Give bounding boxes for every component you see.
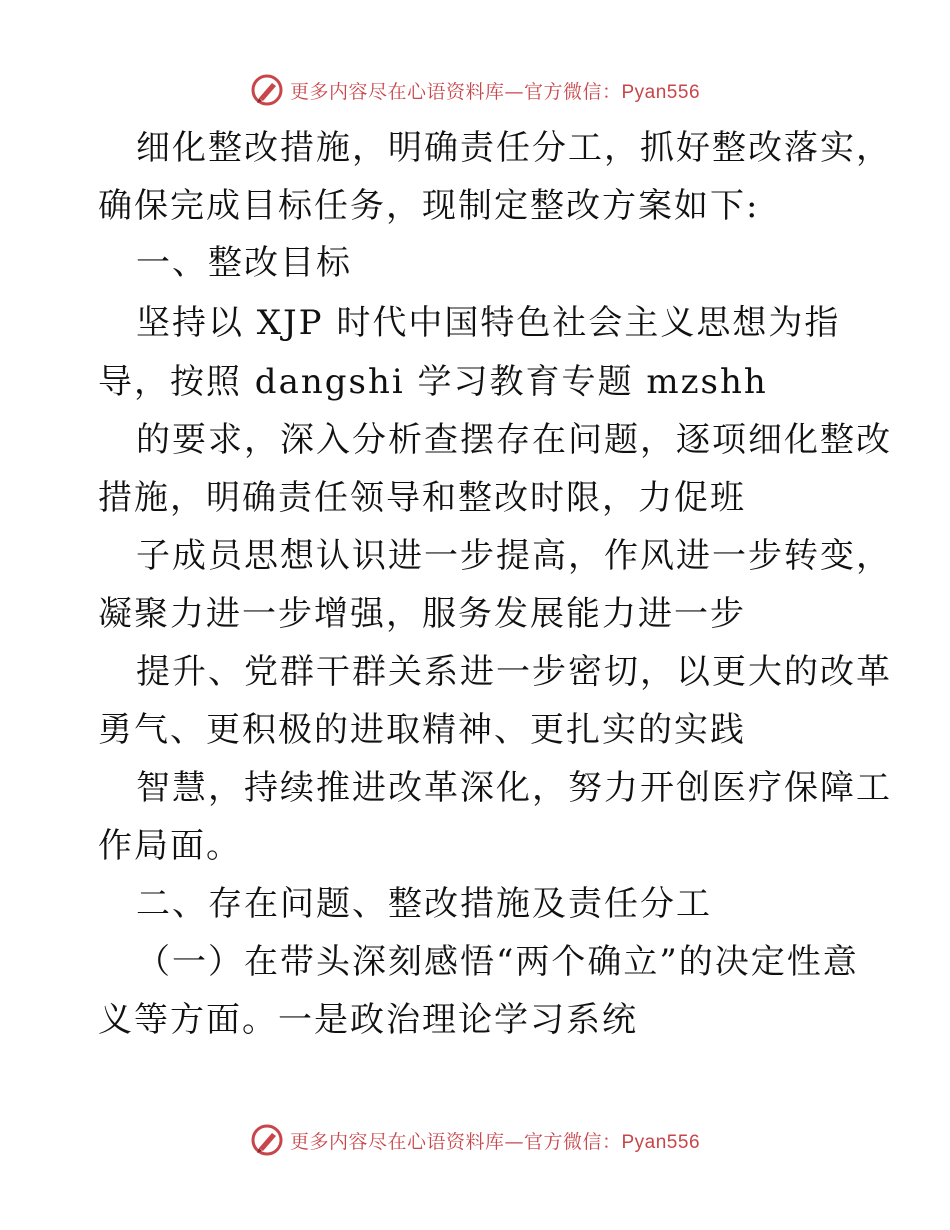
text-line: 凝聚力进一步增强，服务发展能力进一步 [98,594,746,634]
text-line: 提升、党群干群关系进一步密切，以更大的改革 [136,652,892,692]
text-line: 的要求，深入分析查摆存在问题，逐项细化整改 [136,420,892,460]
text-line: 措施，明确责任领导和整改时限，力促班 [98,478,746,518]
pen-logo-icon [250,1123,284,1157]
text-line: （一）在带头深刻感悟“两个确立”的决定性意 [136,942,859,982]
text-line: 义等方面。一是政治理论学习系统 [98,1000,638,1040]
text-line: 子成员思想认识进一步提高，作风进一步转变， [136,536,892,576]
watermark-id: Pyan556 [621,1131,701,1153]
section-heading: 一、整改目标 [136,243,352,283]
section-heading: 二、存在问题、整改措施及责任分工 [136,884,712,924]
text-line: 确保完成目标任务，现制定整改方案如下: [98,186,760,226]
text-line: 作局面。 [98,826,242,866]
text-line: 导，按照 dangshi 学习教育专题 mzshh [98,362,768,402]
text-line: 坚持以 XJP 时代中国特色社会主义思想为指 [136,303,841,343]
text-line: 细化整改措施，明确责任分工，抓好整改落实， [136,128,892,168]
text-line: 勇气、更积极的进取精神、更扎实的实践 [98,710,746,750]
watermark-text: 更多内容尽在心语资料库—官方微信：Pyan556 [289,80,701,103]
header-watermark [0,70,950,110]
footer-watermark [0,1120,950,1160]
pen-logo-icon [250,73,284,107]
watermark-text: 更多内容尽在心语资料库—官方微信：Pyan556 [289,1130,701,1153]
text-line: 智慧，持续推进改革深化，努力开创医疗保障工 [136,768,892,808]
watermark-id: Pyan556 [621,81,701,103]
